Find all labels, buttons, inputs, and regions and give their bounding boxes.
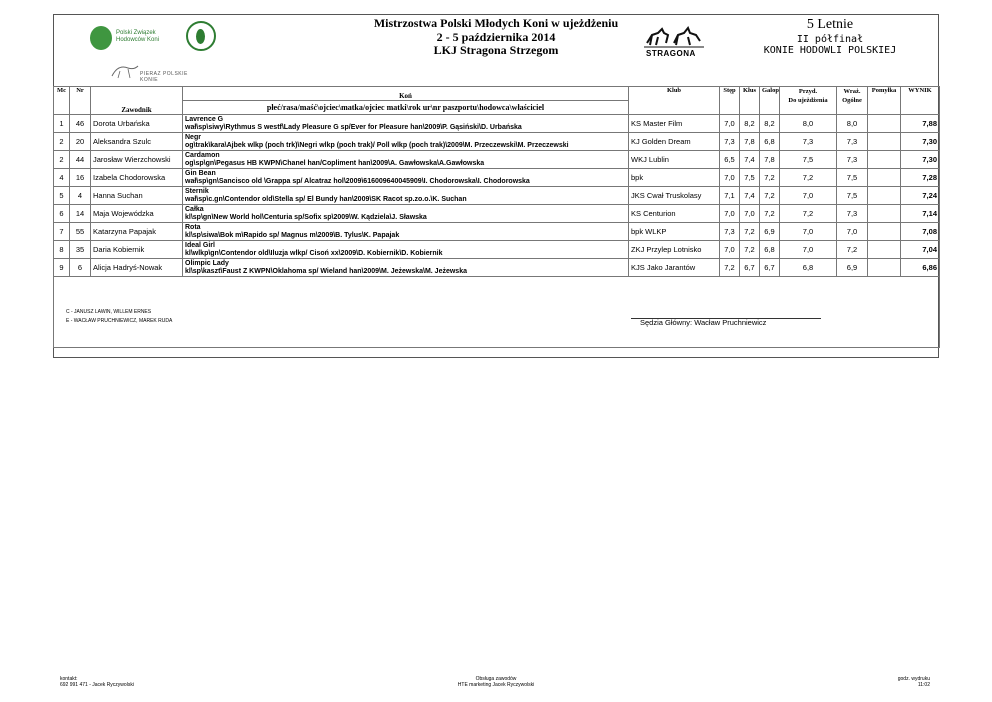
- cell-klus: 7,4: [740, 187, 760, 205]
- cell-galop: 7,8: [760, 151, 780, 169]
- cell-wynik: 7,14: [901, 205, 940, 223]
- cell-club: KS Centurion: [629, 205, 720, 223]
- title-line-3: LKJ Stragona Strzegom: [433, 43, 559, 57]
- cell-stop: 7,0: [720, 115, 740, 133]
- cell-rider: Alicja Hadryś-Nowak: [91, 259, 183, 277]
- horse-details: og\sp\gn\Pegasus HB KWPN\Chanel han/Copliment han\2009\A. Gawłowska\A.Gawłowska: [185, 160, 485, 167]
- cell-horse: [183, 223, 629, 241]
- table-row: [54, 259, 940, 277]
- cell-nr: 46: [70, 115, 91, 133]
- table-row: [54, 115, 940, 133]
- col-wraz: Wraż. Ogólne: [837, 87, 868, 115]
- horse-name: Rota: [185, 224, 201, 231]
- cell-club: ZKJ Przylep Lotnisko: [629, 241, 720, 259]
- horse-logo-caption: PIERAZ POLSKIE KONIE: [140, 71, 188, 83]
- col-nr: Nr: [70, 87, 91, 115]
- cell-club: KJS Jako Jarantów: [629, 259, 720, 277]
- cell-pomylka: [868, 187, 901, 205]
- cell-galop: 6,8: [760, 133, 780, 151]
- horse-details: kl\sp\gn\New World hol\Centuria sp/Sofix sp\2009\W. Kądziela\J. Sławska: [185, 214, 427, 221]
- cell-pomylka: [868, 259, 901, 277]
- cell-stop: 6,5: [720, 151, 740, 169]
- cell-przyd: 7,0: [780, 241, 837, 259]
- cell-pomylka: [868, 151, 901, 169]
- cell-przyd: 6,8: [780, 259, 837, 277]
- cell-stop: 7,0: [720, 169, 740, 187]
- table-row: [54, 187, 940, 205]
- cell-pomylka: [868, 133, 901, 151]
- cell-przyd: 8,0: [780, 115, 837, 133]
- horse-details: wał\sp\gn\Sancisco old \Grappa sp/ Alcatraz hol\2009\616009640045909\I. Chodorowska\I. Chodorowska: [185, 178, 530, 185]
- cell-club: JKS Cwał Truskolasy: [629, 187, 720, 205]
- cell-stop: 7,3: [720, 223, 740, 241]
- col-pomylka: Pomyłka: [868, 87, 901, 115]
- cell-wraz: 7,5: [837, 169, 868, 187]
- cell-club: KS Master Film: [629, 115, 720, 133]
- cell-nr: 55: [70, 223, 91, 241]
- cell-club: bpk: [629, 169, 720, 187]
- pzhk-logo-line1: Polski Związek: [116, 30, 156, 36]
- cell-pomylka: [868, 223, 901, 241]
- col-galop: Galop: [760, 87, 780, 115]
- col-przyd: Przyd. Do ujeżdżenia: [780, 87, 837, 115]
- cell-klus: 7,2: [740, 223, 760, 241]
- results-table: [53, 86, 940, 348]
- cell-mc: 4: [54, 169, 70, 187]
- cell-wraz: 7,3: [837, 151, 868, 169]
- cell-nr: 14: [70, 205, 91, 223]
- cell-galop: 6,8: [760, 241, 780, 259]
- cell-klus: 7,5: [740, 169, 760, 187]
- col-klub: Klub: [629, 87, 720, 115]
- horse-name: Cardamon: [185, 152, 220, 159]
- cell-club: KJ Golden Dream: [629, 133, 720, 151]
- horse-sketch-icon: [110, 62, 140, 80]
- cell-rider: Daria Kobiernik: [91, 241, 183, 259]
- cell-klus: 7,0: [740, 205, 760, 223]
- table-row: [54, 169, 940, 187]
- cell-wraz: 7,5: [837, 187, 868, 205]
- table-row: [54, 241, 940, 259]
- cell-club: bpk WLKP: [629, 223, 720, 241]
- col-stop: Stęp: [720, 87, 740, 115]
- cell-wraz: 7,0: [837, 223, 868, 241]
- cell-klus: 7,2: [740, 241, 760, 259]
- cell-mc: 7: [54, 223, 70, 241]
- cell-klus: 8,2: [740, 115, 760, 133]
- cell-nr: 6: [70, 259, 91, 277]
- horse-name: Olimpic Lady: [185, 260, 229, 267]
- cell-horse: [183, 133, 629, 151]
- table-row: [54, 151, 940, 169]
- cell-galop: 6,7: [760, 259, 780, 277]
- table-row: [54, 223, 940, 241]
- horse-name: Lavrence G: [185, 116, 224, 123]
- cell-mc: 5: [54, 187, 70, 205]
- cell-wraz: 7,2: [837, 241, 868, 259]
- cell-rider: Aleksandra Szulc: [91, 133, 183, 151]
- cell-horse: [183, 187, 629, 205]
- pzhk-logo-line2: Hodowców Koni: [116, 37, 160, 43]
- horse-details: kl\sp\siwa\Bok m\Rapido sp/ Magnus m\2009\B. Tylus\K. Papajak: [185, 232, 400, 239]
- cell-mc: 2: [54, 133, 70, 151]
- table-row: [54, 133, 940, 151]
- cell-rider: Hanna Suchan: [91, 187, 183, 205]
- cell-mc: 6: [54, 205, 70, 223]
- riders-silhouette-icon: [644, 23, 704, 49]
- cell-mc: 1: [54, 115, 70, 133]
- chief-judge-signature: Sędzia Główny: Wacław Pruchniewicz: [640, 318, 767, 327]
- footer-print-time: godz. wydruku 11:02: [897, 676, 930, 688]
- col-kon-details: płeć/rasa/maść\ojciec\matka/ojciec matki\rok ur\nr paszportu\hodowca\właściciel: [183, 101, 629, 115]
- horse-name: Gin Bean: [185, 170, 216, 177]
- stragona-logo: [644, 23, 706, 57]
- title-line-2: 2 - 5 października 2014: [436, 29, 556, 44]
- cell-wynik: 7,24: [901, 187, 940, 205]
- cell-przyd: 7,3: [780, 133, 837, 151]
- cell-horse: [183, 259, 629, 277]
- cell-nr: 20: [70, 133, 91, 151]
- cell-stop: 7,1: [720, 187, 740, 205]
- cell-przyd: 7,0: [780, 187, 837, 205]
- cell-wynik: 7,88: [901, 115, 940, 133]
- cell-wraz: 7,3: [837, 205, 868, 223]
- cell-horse: [183, 169, 629, 187]
- cell-przyd: 7,2: [780, 169, 837, 187]
- notes-area: [54, 277, 940, 348]
- cell-horse: [183, 205, 629, 223]
- col-klus: Kłus: [740, 87, 760, 115]
- cell-stop: 7,0: [720, 205, 740, 223]
- cell-przyd: 7,0: [780, 223, 837, 241]
- col-kon: Koń: [183, 87, 629, 101]
- age-class: 5 Letnie: [806, 17, 854, 32]
- cell-stop: 7,3: [720, 133, 740, 151]
- competition-label: [750, 17, 910, 56]
- category-name: KONIE HODOWLI POLSKIEJ: [763, 45, 897, 56]
- table-row: [54, 205, 940, 223]
- cell-galop: 8,2: [760, 115, 780, 133]
- cell-rider: Katarzyna Papajak: [91, 223, 183, 241]
- cell-pomylka: [868, 115, 901, 133]
- horse-name: Całka: [185, 206, 204, 213]
- cell-horse: [183, 151, 629, 169]
- horse-details: kl\sp\kaszt\Faust Z KWPN\Oklahoma sp/ Wieland han\2009\M. Jeżewska\M. Jeżewska: [185, 268, 467, 275]
- cell-wraz: 7,3: [837, 133, 868, 151]
- cell-horse: [183, 241, 629, 259]
- cell-club: WKJ Lublin: [629, 151, 720, 169]
- col-wynik: WYNIK: [901, 87, 940, 115]
- horse-details: wał\sp\c.gn\Contendor old\Stella sp/ El Bundy han\2009\SK Racot sp.zo.o.\K. Suchan: [185, 196, 467, 203]
- cell-galop: 7,2: [760, 205, 780, 223]
- cell-pomylka: [868, 169, 901, 187]
- round-name: II półfinał: [796, 34, 864, 45]
- cell-rider: Maja Wojewódzka: [91, 205, 183, 223]
- cell-galop: 7,2: [760, 187, 780, 205]
- cell-rider: Dorota Urbańska: [91, 115, 183, 133]
- cell-klus: 7,4: [740, 151, 760, 169]
- cell-wynik: 7,08: [901, 223, 940, 241]
- cell-wynik: 7,28: [901, 169, 940, 187]
- horse-name: Sternik: [185, 188, 209, 195]
- cell-galop: 6,9: [760, 223, 780, 241]
- horse-details: og\trak\kara\Ajbek wlkp (poch trk)\Negri wlkp (poch trak)/ Poll wlkp (poch trak)\2009\M. Przeczewski\M. Przeczewski: [185, 142, 569, 149]
- stragona-logo-text: STRAGONA: [646, 49, 696, 58]
- title-line-1: Mistrzostwa Polski Młodych Koni w ujeżdżeniu: [373, 16, 619, 30]
- cell-nr: 16: [70, 169, 91, 187]
- cell-mc: 8: [54, 241, 70, 259]
- cell-galop: 7,2: [760, 169, 780, 187]
- horse-details: wał\sp\siwy\Rythmus S westf\Lady Pleasure G sp/Ever for Pleasure han\2009\P. Gąsiński\D. Urbańska: [185, 124, 522, 131]
- cell-wraz: 6,9: [837, 259, 868, 277]
- col-zawodnik: Zawodnik: [91, 87, 183, 115]
- cell-wynik: 7,04: [901, 241, 940, 259]
- cell-rider: Izabela Chodorowska: [91, 169, 183, 187]
- cell-mc: 2: [54, 151, 70, 169]
- cell-przyd: 7,5: [780, 151, 837, 169]
- cell-stop: 7,2: [720, 259, 740, 277]
- cell-wraz: 8,0: [837, 115, 868, 133]
- horse-name: Negr: [185, 134, 201, 141]
- cell-rider: Jarosław Wierzchowski: [91, 151, 183, 169]
- footer-contact: kontakt: 692 991 471 - Jacek Ryczywolski: [60, 676, 134, 688]
- footer-organizer: Obsługa zawodów HTE marketing Jacek Ryczywolski: [457, 676, 535, 688]
- cell-nr: 4: [70, 187, 91, 205]
- cell-horse: [183, 115, 629, 133]
- cell-wynik: 7,30: [901, 151, 940, 169]
- cell-stop: 7,0: [720, 241, 740, 259]
- cell-pomylka: [868, 205, 901, 223]
- judges-e: E - WACŁAW PRUCHNIEWICZ, MAREK RUDA: [66, 318, 173, 324]
- cell-klus: 7,8: [740, 133, 760, 151]
- cell-przyd: 7,2: [780, 205, 837, 223]
- cell-wynik: 6,86: [901, 259, 940, 277]
- horse-logo: [110, 62, 200, 83]
- cell-pomylka: [868, 241, 901, 259]
- col-mc: Mc: [54, 87, 70, 115]
- cell-nr: 35: [70, 241, 91, 259]
- cell-klus: 6,7: [740, 259, 760, 277]
- cell-mc: 9: [54, 259, 70, 277]
- horse-details: kl\wlkp\gn\Contendor old\Iluzja wlkp/ Cisoń xx\2009\D. Kobiernik\D. Kobiernik: [185, 250, 443, 257]
- cell-wynik: 7,30: [901, 133, 940, 151]
- cell-nr: 44: [70, 151, 91, 169]
- judges-c: C - JANUSZ LAWIN, WILLEM ERNES: [66, 309, 152, 315]
- horse-name: Ideal Girl: [185, 242, 215, 249]
